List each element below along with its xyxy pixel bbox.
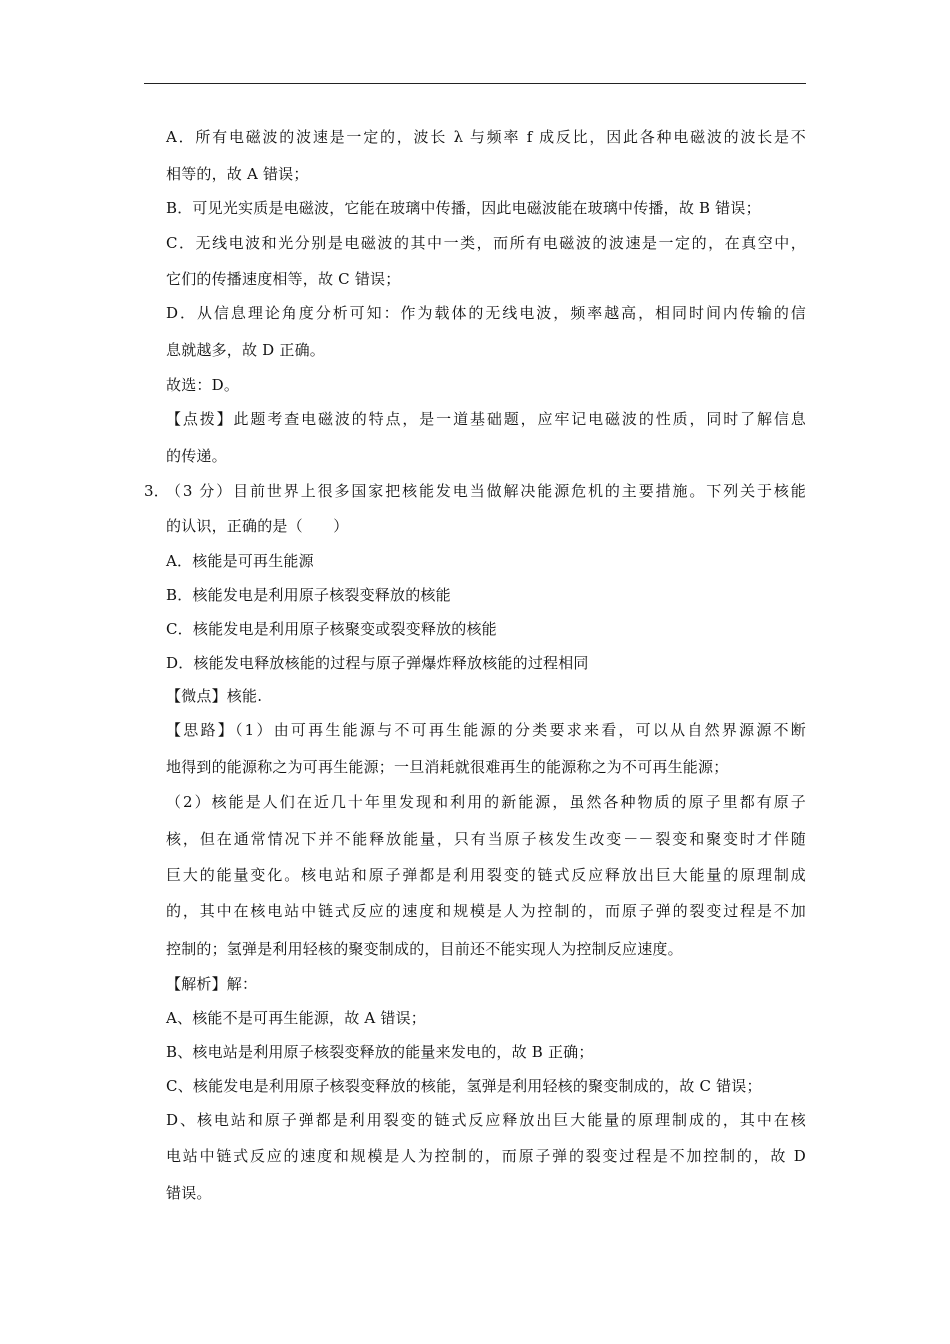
q2-option-a-line2: 相等的，故 A 错误； — [166, 165, 309, 183]
q3-option-a: A．核能是可再生能源 — [166, 552, 314, 570]
q3-analysis-a: A、核能不是可再生能源，故 A 错误； — [166, 1009, 427, 1027]
q2-option-b: B．可见光实质是电磁波，它能在玻璃中传播，因此电磁波能在玻璃中传播，故 B 错误； — [166, 199, 761, 217]
q3-option-c: C．核能发电是利用原子核聚变或裂变释放的核能 — [166, 620, 497, 638]
q2-tip-line2: 的传递。 — [166, 447, 227, 465]
q3-point: 【微点】核能. — [166, 687, 263, 705]
q3-analysis-c: C、核能发电是利用原子核裂变释放的核能，氢弹是利用轻核的聚变制成的，故 C 错误； — [166, 1077, 762, 1095]
q2-option-d-line1: D．从信息理论角度分析可知：作为载体的无线电波，频率越高，相同时间内传输的信 — [166, 304, 806, 322]
q3-idea-line6: 的，其中在核电站中链式反应的速度和规模是人为控制的，而原子弹的裂变过程是不加 — [166, 902, 806, 920]
q3-idea-line1: 【思路】（1）由可再生能源与不可再生能源的分类要求来看，可以从自然界源源不断 — [166, 721, 806, 739]
q2-choice: 故选：D。 — [166, 376, 240, 394]
q3-analysis-heading: 【解析】解： — [166, 975, 258, 993]
q3-analysis-d-line1: D、核电站和原子弹都是利用裂变的链式反应释放出巨大能量的原理制成的，其中在核 — [166, 1111, 806, 1129]
header-rule — [144, 83, 806, 84]
q3-analysis-d-line3: 错误。 — [166, 1184, 212, 1202]
q3-idea-line4: 核，但在通常情况下并不能释放能量，只有当原子核发生改变－－裂变和聚变时才伴随 — [166, 830, 806, 848]
q3-idea-line5: 巨大的能量变化。核电站和原子弹都是利用裂变的链式反应释放出巨大能量的原理制成 — [166, 866, 806, 884]
q3-option-d: D．核能发电释放核能的过程与原子弹爆炸释放核能的过程相同 — [166, 654, 589, 672]
q3-stem-line1: （3 分）目前世界上很多国家把核能发电当做解决能源危机的主要措施。下列关于核能 — [166, 482, 806, 500]
q2-option-d-line2: 息就越多，故 D 正确。 — [166, 341, 325, 359]
q2-option-c-line2: 它们的传播速度相等，故 C 错误； — [166, 270, 401, 288]
q3-idea-line7: 控制的；氢弹是利用轻核的聚变制成的，目前还不能实现人为控制反应速度。 — [166, 940, 683, 958]
q2-option-c-line1: C．无线电波和光分别是电磁波的其中一类，而所有电磁波的波速是一定的，在真空中， — [166, 234, 806, 252]
q2-option-a-line1: A．所有电磁波的波速是一定的，波长 λ 与频率 f 成反比，因此各种电磁波的波长是不 — [166, 128, 806, 146]
q3-idea-line3: （2）核能是人们在近几十年里发现和利用的新能源，虽然各种物质的原子里都有原子 — [166, 793, 806, 811]
q3-option-b: B．核能发电是利用原子核裂变释放的核能 — [166, 586, 451, 604]
q3-idea-line2: 地得到的能源称之为可再生能源；一旦消耗就很难再生的能源称之为不可再生能源； — [166, 758, 729, 776]
q3-analysis-d-line2: 电站中链式反应的速度和规模是人为控制的，而原子弹的裂变过程是不加控制的，故 D — [166, 1147, 806, 1165]
q3-stem-line2: 的认识，正确的是（ ） — [166, 517, 349, 535]
q3-analysis-b: B、核电站是利用原子核裂变释放的能量来发电的，故 B 正确； — [166, 1043, 594, 1061]
q3-number: 3． — [144, 482, 169, 500]
q2-tip-line1: 【点拨】此题考查电磁波的特点，是一道基础题，应牢记电磁波的性质，同时了解信息 — [166, 410, 806, 428]
